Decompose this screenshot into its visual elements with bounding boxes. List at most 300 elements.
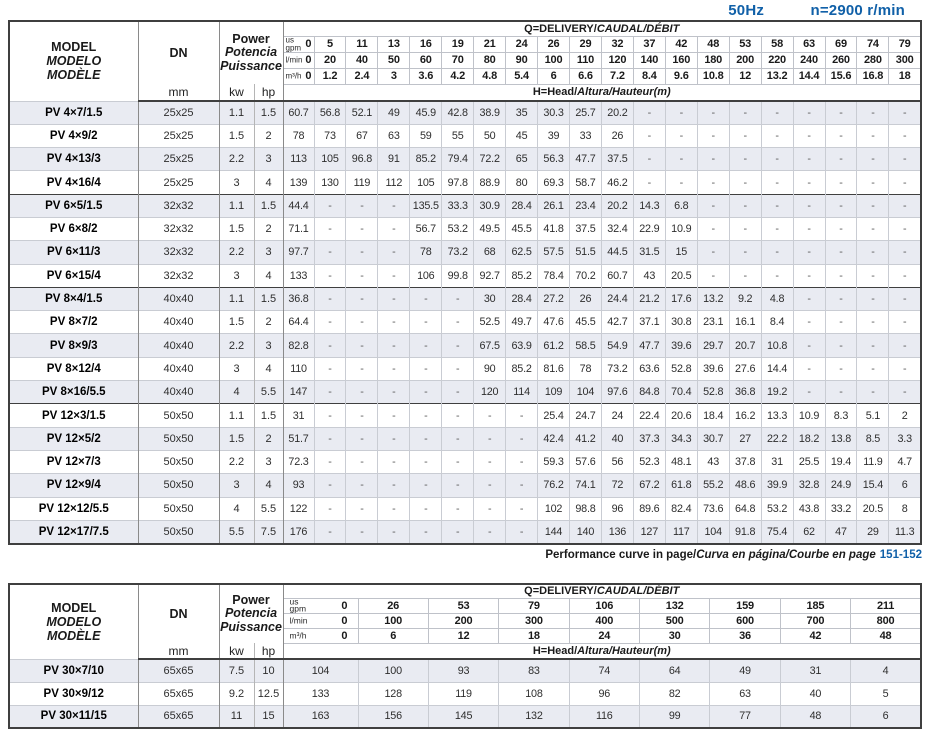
table2-header <box>9 584 921 659</box>
head-value-cell: 136 <box>601 520 633 543</box>
model-label-fr: MODÈLE <box>47 68 101 83</box>
head-value-cell: 19.4 <box>825 450 857 473</box>
flow-value-cell: 48 <box>697 36 729 52</box>
pump-row-pv-30-11-15 <box>9 705 921 728</box>
head-value-cell: 24.4 <box>601 287 633 310</box>
head-value-cell: 104 <box>697 520 729 543</box>
head-value-cell: 37.1 <box>633 311 665 334</box>
head-value-cell: 40 <box>780 682 850 705</box>
head-value-cell: - <box>889 124 921 147</box>
head-value-cell: 96.8 <box>346 148 378 171</box>
dn-cell: 25x25 <box>138 101 219 124</box>
head-value-cell: - <box>314 287 346 310</box>
pump-row-pv-8-4-1-5 <box>9 287 921 310</box>
model-cell: PV 12×3/1.5 <box>9 404 138 427</box>
head-value-cell: 22.4 <box>633 404 665 427</box>
head-title <box>283 84 921 101</box>
head-value-cell: 25.4 <box>538 404 570 427</box>
head-value-cell: 24.7 <box>570 404 602 427</box>
frequency-speed-header <box>728 2 905 19</box>
head-value-cell: - <box>857 287 889 310</box>
head-value-cell: 67.5 <box>474 334 506 357</box>
flow-value-cell: 36 <box>710 628 780 643</box>
head-value-cell: 43 <box>697 450 729 473</box>
model-cell: PV 8×16/5.5 <box>9 381 138 404</box>
head-value-cell: 110 <box>283 357 314 380</box>
head-value-cell: 67 <box>346 124 378 147</box>
flow-value-cell: 79 <box>499 598 569 613</box>
head-value-cell: 55 <box>442 124 474 147</box>
head-value-cell: - <box>857 381 889 404</box>
flow-value-cell: 1.2 <box>314 68 346 84</box>
dn-cell: 50x50 <box>138 474 219 497</box>
flow-value-cell: 110 <box>570 52 602 68</box>
power-kw-cell: 11 <box>219 705 254 728</box>
head-value-cell: 90 <box>474 357 506 380</box>
pump-row-pv-12-7-3 <box>9 450 921 473</box>
head-value-cell: 72.2 <box>474 148 506 171</box>
head-value-cell: 24 <box>601 404 633 427</box>
head-value-cell: - <box>346 404 378 427</box>
head-value-cell: 39.9 <box>761 474 793 497</box>
flow-unit-label: us gpm <box>285 36 302 52</box>
head-value-cell: 48 <box>780 705 850 728</box>
head-value-cell: 119 <box>428 682 498 705</box>
flow-value-cell: 48 <box>851 628 921 643</box>
head-value-cell: - <box>889 194 921 217</box>
head-value-cell: - <box>857 264 889 287</box>
q-delivery-title <box>283 21 921 36</box>
model-cell: PV 4×13/3 <box>9 148 138 171</box>
head-value-cell: 20.5 <box>665 264 697 287</box>
head-value-cell: - <box>825 381 857 404</box>
flow-value-cell: 16.8 <box>857 68 889 84</box>
head-value-cell: 145 <box>428 705 498 728</box>
head-value-cell: - <box>346 497 378 520</box>
head-value-cell: - <box>346 427 378 450</box>
head-value-cell: 52.3 <box>633 450 665 473</box>
power-label-es: Potencia <box>224 45 278 60</box>
head-value-cell: 20.5 <box>857 497 889 520</box>
flow-value-cell: 3.6 <box>410 68 442 84</box>
flow-value-cell: 300 <box>889 52 921 68</box>
flow-value-cell: 6.6 <box>570 68 602 84</box>
q-title-en: Q=DELIVERY/ <box>524 585 597 598</box>
flow-value-cell: 42 <box>665 36 697 52</box>
head-value-cell: 36.8 <box>283 287 314 310</box>
head-value-cell: - <box>825 241 857 264</box>
head-value-cell: 10.9 <box>665 217 697 240</box>
head-value-cell: 127 <box>633 520 665 543</box>
model-cell: PV 30×11/15 <box>9 705 138 728</box>
head-value-cell: 80 <box>506 171 538 194</box>
head-value-cell: 96 <box>601 497 633 520</box>
head-value-cell: - <box>474 450 506 473</box>
head-value-cell: 42.4 <box>538 427 570 450</box>
head-value-cell: - <box>793 101 825 124</box>
power-hp-cell: 15 <box>254 705 283 728</box>
head-value-cell: 13.8 <box>825 427 857 450</box>
head-value-cell: 28.4 <box>506 287 538 310</box>
dn-cell: 25x25 <box>138 148 219 171</box>
head-value-cell: - <box>729 124 761 147</box>
head-value-cell: 61.2 <box>538 334 570 357</box>
head-value-cell: 11.3 <box>889 520 921 543</box>
head-value-cell: 73.2 <box>442 241 474 264</box>
head-value-cell: 41.8 <box>538 217 570 240</box>
head-value-cell: 47.6 <box>538 311 570 334</box>
head-value-cell: 56 <box>601 450 633 473</box>
head-value-cell: 62 <box>793 520 825 543</box>
head-value-cell: 20.2 <box>601 101 633 124</box>
head-value-cell: 48.1 <box>665 450 697 473</box>
head-value-cell: 13.3 <box>761 404 793 427</box>
hp-unit-label: hp <box>254 84 283 101</box>
power-kw-cell: 3 <box>219 264 254 287</box>
head-value-cell: - <box>442 427 474 450</box>
head-value-cell: - <box>761 217 793 240</box>
flow-unit-label: l/min <box>285 55 303 65</box>
model-cell: PV 4×7/1.5 <box>9 101 138 124</box>
head-value-cell: 100 <box>358 659 428 682</box>
head-value-cell: 24.9 <box>825 474 857 497</box>
model-cell: PV 8×12/4 <box>9 357 138 380</box>
head-value-cell: - <box>314 194 346 217</box>
head-value-cell: 68 <box>474 241 506 264</box>
head-value-cell: - <box>346 520 378 543</box>
head-value-cell: 49.5 <box>474 217 506 240</box>
head-value-cell: - <box>697 148 729 171</box>
head-value-cell: 61.8 <box>665 474 697 497</box>
power-hp-cell: 4 <box>254 474 283 497</box>
flow-value-cell: 14.4 <box>793 68 825 84</box>
head-value-cell: 163 <box>283 705 358 728</box>
table2-body <box>9 659 921 728</box>
power-hp-cell: 1.5 <box>254 194 283 217</box>
head-value-cell: 81.6 <box>538 357 570 380</box>
power-hp-cell: 3 <box>254 450 283 473</box>
header-row-top <box>9 584 921 598</box>
head-value-cell: 30.7 <box>697 427 729 450</box>
head-value-cell: - <box>346 357 378 380</box>
head-value-cell: - <box>314 427 346 450</box>
head-value-cell: 97.6 <box>601 381 633 404</box>
head-value-cell: 33.2 <box>825 497 857 520</box>
header-row-units <box>9 643 921 659</box>
head-value-cell: - <box>793 194 825 217</box>
head-value-cell: 22.9 <box>633 217 665 240</box>
header-row-units <box>9 84 921 101</box>
flow-value-cell: 53 <box>428 598 498 613</box>
power-kw-cell: 2.2 <box>219 334 254 357</box>
head-value-cell: - <box>474 497 506 520</box>
head-value-cell: - <box>410 497 442 520</box>
dn-cell: 32x32 <box>138 194 219 217</box>
model-cell: PV 4×9/2 <box>9 124 138 147</box>
head-value-cell: 85.2 <box>410 148 442 171</box>
head-value-cell: - <box>825 148 857 171</box>
flow-value: 0 <box>305 54 312 66</box>
dn-cell: 32x32 <box>138 241 219 264</box>
head-value-cell: 63 <box>710 682 780 705</box>
head-value-cell: - <box>506 497 538 520</box>
head-value-cell: - <box>793 171 825 194</box>
model-cell: PV 6×8/2 <box>9 217 138 240</box>
head-value-cell: 85.2 <box>506 264 538 287</box>
head-value-cell: 102 <box>538 497 570 520</box>
dn-cell: 50x50 <box>138 450 219 473</box>
head-value-cell: 64.4 <box>283 311 314 334</box>
power-kw-cell: 3 <box>219 357 254 380</box>
head-value-cell: - <box>346 194 378 217</box>
h-title-i18n: Altura/Hauteur <box>577 86 654 99</box>
power-hp-cell: 12.5 <box>254 682 283 705</box>
head-value-cell: 8.3 <box>825 404 857 427</box>
head-value-cell: 54.9 <box>601 334 633 357</box>
flow-value-cell: 70 <box>442 52 474 68</box>
head-value-cell: - <box>410 311 442 334</box>
head-value-cell: 57.5 <box>538 241 570 264</box>
power-hp-cell: 10 <box>254 659 283 682</box>
head-value-cell: 133 <box>283 682 358 705</box>
flow-value-cell: 180 <box>697 52 729 68</box>
head-value-cell: - <box>346 264 378 287</box>
head-value-cell: 15 <box>665 241 697 264</box>
pump-row-pv-8-7-2 <box>9 311 921 334</box>
model-label-en: MODEL <box>51 40 97 55</box>
power-kw-cell: 7.5 <box>219 659 254 682</box>
dn-cell: 40x40 <box>138 287 219 310</box>
power-hp-cell: 3 <box>254 148 283 171</box>
head-value-cell: - <box>314 404 346 427</box>
head-value-cell: 82.8 <box>283 334 314 357</box>
head-value-cell: 37.5 <box>601 148 633 171</box>
head-value-cell: - <box>857 101 889 124</box>
head-value-cell: 93 <box>428 659 498 682</box>
flow-value-cell: 260 <box>825 52 857 68</box>
head-value-cell: - <box>314 264 346 287</box>
pump-row-pv-8-9-3 <box>9 334 921 357</box>
flow-value-cell: 13.2 <box>761 68 793 84</box>
power-hp-cell: 1.5 <box>254 404 283 427</box>
power-kw-cell: 1.5 <box>219 217 254 240</box>
power-kw-cell: 2.2 <box>219 241 254 264</box>
head-value-cell: 63.9 <box>506 334 538 357</box>
head-value-cell: - <box>697 101 729 124</box>
flow-value: 0 <box>305 38 312 50</box>
head-value-cell: 51.7 <box>283 427 314 450</box>
head-value-cell: 78.4 <box>538 264 570 287</box>
head-value-cell: - <box>793 334 825 357</box>
head-value-cell: - <box>314 474 346 497</box>
pump-row-pv-6-11-3 <box>9 241 921 264</box>
head-value-cell: - <box>825 357 857 380</box>
power-hp-cell: 5.5 <box>254 497 283 520</box>
head-value-cell: 88.9 <box>474 171 506 194</box>
dn-cell: 65x65 <box>138 682 219 705</box>
pump-performance-table-main <box>8 20 922 545</box>
pump-row-pv-12-17-7-5 <box>9 520 921 543</box>
model-cell: PV 12×12/5.5 <box>9 497 138 520</box>
pump-performance-table-pv30 <box>8 583 922 729</box>
head-value-cell: 75.4 <box>761 520 793 543</box>
head-value-cell: - <box>410 334 442 357</box>
head-value-cell: 5.1 <box>857 404 889 427</box>
dn-cell: 40x40 <box>138 334 219 357</box>
dn-cell: 32x32 <box>138 264 219 287</box>
power-kw-cell: 1.1 <box>219 101 254 124</box>
h-title-unit: (m) <box>653 86 671 99</box>
head-value-cell: - <box>633 101 665 124</box>
power-label-fr: Puissance <box>220 619 282 634</box>
head-value-cell: 50 <box>474 124 506 147</box>
h-title-en: H=Head/ <box>532 644 578 657</box>
head-value-cell: 16.2 <box>729 404 761 427</box>
head-value-cell: - <box>378 334 410 357</box>
head-value-cell: 39.6 <box>697 357 729 380</box>
power-label-en: Power <box>232 592 270 607</box>
pump-row-pv-4-9-2 <box>9 124 921 147</box>
head-value-cell: 77 <box>710 705 780 728</box>
head-value-cell: 37.8 <box>729 450 761 473</box>
head-value-cell: 112 <box>378 171 410 194</box>
flow-value-cell: 63 <box>793 36 825 52</box>
head-value-cell: - <box>825 124 857 147</box>
head-value-cell: - <box>314 520 346 543</box>
flow-value-cell: 3 <box>378 68 410 84</box>
flow-value-cell: 7.2 <box>601 68 633 84</box>
head-value-cell: 21.2 <box>633 287 665 310</box>
model-cell: PV 12×9/4 <box>9 474 138 497</box>
head-value-cell: 92.7 <box>474 264 506 287</box>
head-value-cell: - <box>378 497 410 520</box>
power-label-fr: Puissance <box>220 58 282 73</box>
power-hp-cell: 1.5 <box>254 101 283 124</box>
head-value-cell: 39 <box>538 124 570 147</box>
power-column-header <box>219 21 283 84</box>
head-value-cell: 14.3 <box>633 194 665 217</box>
power-hp-cell: 3 <box>254 334 283 357</box>
head-value-cell: 156 <box>358 705 428 728</box>
head-value-cell: 99 <box>640 705 710 728</box>
head-value-cell: - <box>633 171 665 194</box>
head-value-cell: 20.6 <box>665 404 697 427</box>
head-value-cell: 72.3 <box>283 450 314 473</box>
head-value-cell: 147 <box>283 381 314 404</box>
head-value-cell: 31 <box>780 659 850 682</box>
head-value-cell: 89.6 <box>633 497 665 520</box>
head-value-cell: 82 <box>640 682 710 705</box>
head-value-cell: 116 <box>569 705 639 728</box>
head-value-cell: 20.2 <box>601 194 633 217</box>
head-value-cell: - <box>314 334 346 357</box>
flow-value-cell: 100 <box>358 613 428 628</box>
flow-value-cell: 21 <box>474 36 506 52</box>
head-value-cell: - <box>793 217 825 240</box>
head-value-cell: - <box>825 217 857 240</box>
flow-value-cell: 40 <box>346 52 378 68</box>
power-hp-cell: 2 <box>254 217 283 240</box>
head-value-cell: 30 <box>474 287 506 310</box>
head-value-cell: 17.6 <box>665 287 697 310</box>
head-value-cell: 119 <box>346 171 378 194</box>
flow-value-cell: 18 <box>889 68 921 84</box>
power-column-header <box>219 584 283 643</box>
model-label-es: MODELO <box>46 614 102 629</box>
head-value-cell: 31 <box>761 450 793 473</box>
head-value-cell: 60.7 <box>283 101 314 124</box>
h-title-en: H=Head/ <box>532 86 578 99</box>
head-value-cell: 59 <box>410 124 442 147</box>
head-value-cell: 104 <box>570 381 602 404</box>
flow-value-cell: 58 <box>761 36 793 52</box>
model-cell: PV 30×9/12 <box>9 682 138 705</box>
flow-value-cell: 60 <box>410 52 442 68</box>
kw-unit-label: kw <box>219 643 254 659</box>
head-value-cell: - <box>378 474 410 497</box>
flow-unit-zero-cell <box>283 52 314 68</box>
flow-value-cell: 200 <box>428 613 498 628</box>
head-value-cell: 35 <box>506 101 538 124</box>
head-value-cell: - <box>314 497 346 520</box>
head-value-cell: 16.1 <box>729 311 761 334</box>
flow-value-cell: 29 <box>570 36 602 52</box>
head-value-cell: 91 <box>378 148 410 171</box>
head-value-cell: 122 <box>283 497 314 520</box>
head-value-cell: - <box>314 381 346 404</box>
head-value-cell: - <box>761 148 793 171</box>
pump-row-pv-12-12-5-5 <box>9 497 921 520</box>
dn-cell: 40x40 <box>138 311 219 334</box>
q-title-i18n: CAUDAL/DÉBIT <box>596 585 680 598</box>
head-value-cell: 82.4 <box>665 497 697 520</box>
model-label-fr: MODÈLE <box>47 628 101 643</box>
head-value-cell: 120 <box>474 381 506 404</box>
head-value-cell: 144 <box>538 520 570 543</box>
head-title <box>283 643 921 659</box>
head-value-cell: 132 <box>499 705 569 728</box>
flow-value-cell: 18 <box>499 628 569 643</box>
dn-column-header: DN <box>138 21 219 84</box>
flow-unit-zero-cell <box>283 598 358 613</box>
head-value-cell: - <box>761 194 793 217</box>
power-kw-cell: 1.1 <box>219 194 254 217</box>
head-value-cell: - <box>665 124 697 147</box>
head-value-cell: 76.2 <box>538 474 570 497</box>
flow-unit-label: m³/h <box>285 71 302 81</box>
head-value-cell: 23.4 <box>570 194 602 217</box>
head-value-cell: 6 <box>889 474 921 497</box>
head-value-cell: - <box>378 381 410 404</box>
flow-value-cell: 500 <box>640 613 710 628</box>
power-kw-cell: 1.5 <box>219 311 254 334</box>
head-value-cell: - <box>442 450 474 473</box>
head-value-cell: - <box>697 194 729 217</box>
table1-body <box>9 101 921 544</box>
head-value-cell: - <box>633 124 665 147</box>
flow-value-cell: 200 <box>729 52 761 68</box>
head-value-cell: - <box>825 287 857 310</box>
dn-cell: 50x50 <box>138 497 219 520</box>
power-kw-cell: 3 <box>219 474 254 497</box>
head-value-cell: 52.8 <box>665 357 697 380</box>
head-value-cell: 52.8 <box>697 381 729 404</box>
power-hp-cell: 4 <box>254 171 283 194</box>
head-value-cell: - <box>857 148 889 171</box>
head-value-cell: 45 <box>506 124 538 147</box>
flow-value-cell: 79 <box>889 36 921 52</box>
flow-value-cell: 6 <box>538 68 570 84</box>
